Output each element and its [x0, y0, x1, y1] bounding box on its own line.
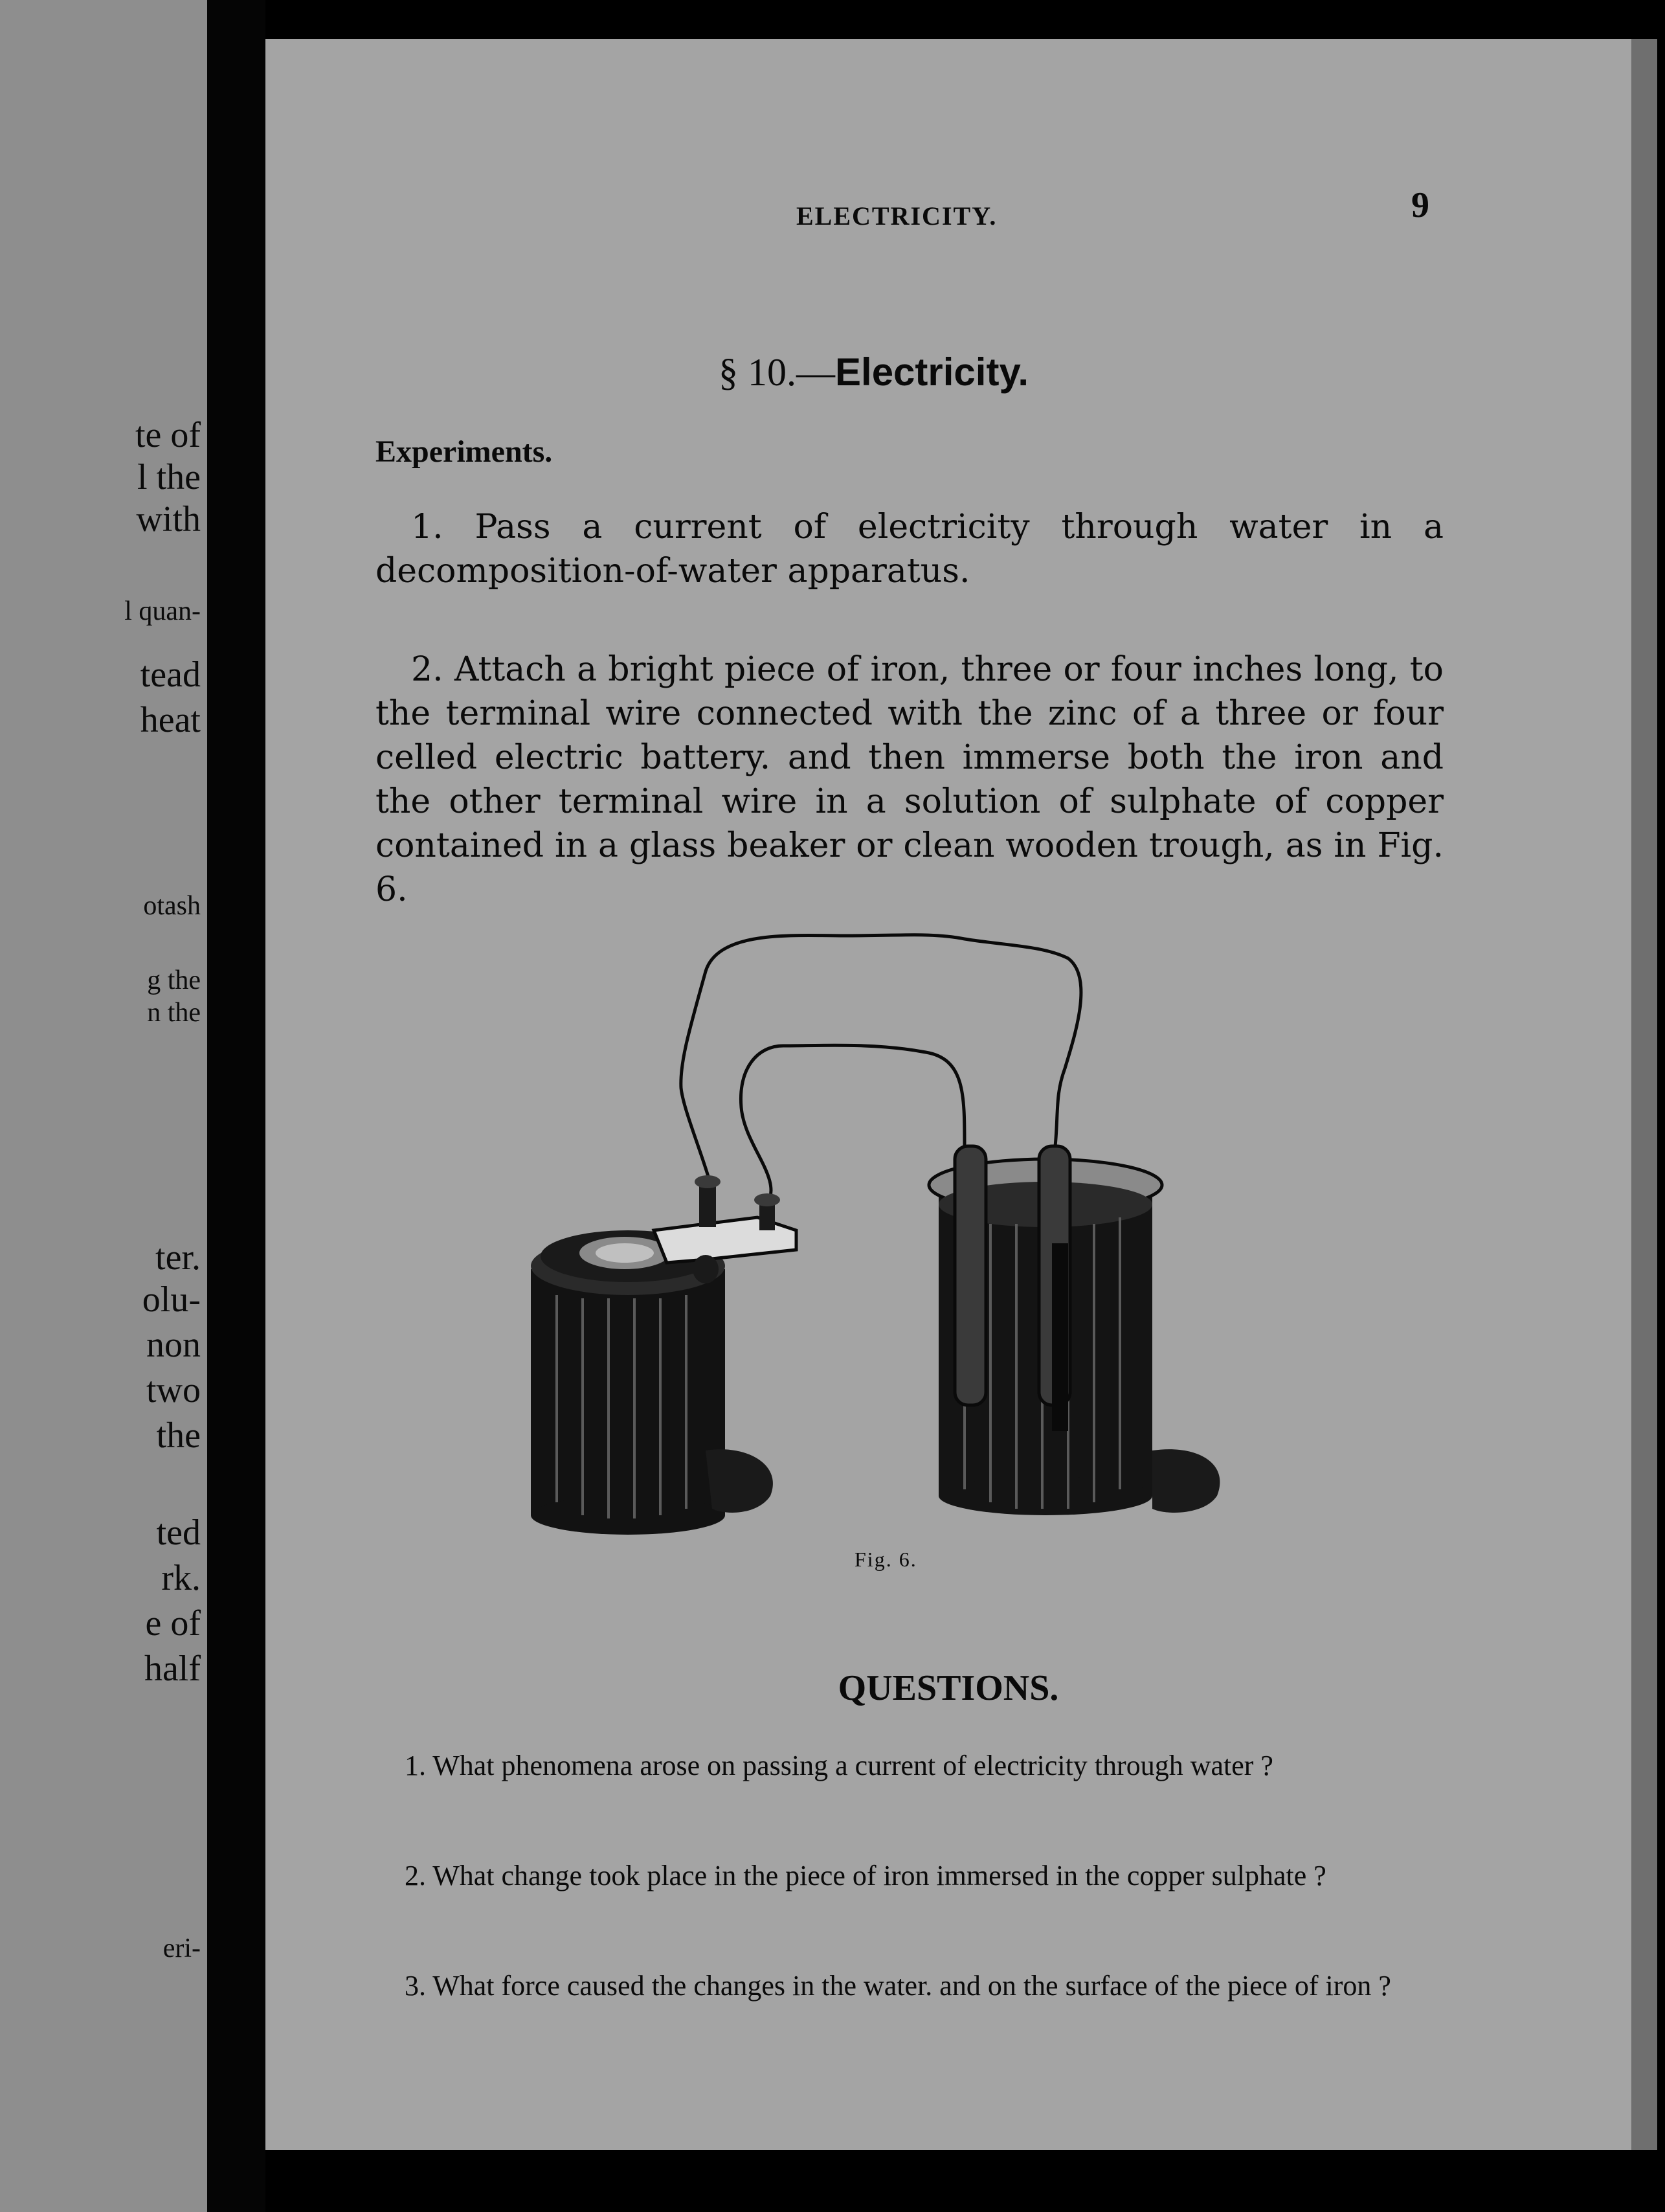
- experiment-1: [375, 505, 1444, 593]
- question-number: 1.: [405, 1750, 426, 1781]
- facing-page-line: two: [146, 1370, 201, 1410]
- experiment-text: Pass a current of electricity through water in a decomposition-of-water apparatus.: [375, 508, 1444, 591]
- facing-page-line: olu-: [142, 1280, 201, 1320]
- facing-page-line: g the: [147, 965, 201, 995]
- experiment-2: [375, 648, 1444, 912]
- experiment-number: 2.: [411, 650, 443, 689]
- facing-page-line: l the: [137, 457, 201, 497]
- questions-heading: QUESTIONS.: [838, 1668, 1059, 1708]
- question-text: What phenomena arose on passing a current of electricity through water ?: [432, 1750, 1273, 1781]
- figure-caption: Fig. 6.: [855, 1548, 917, 1571]
- question-number: 3.: [405, 1970, 426, 2002]
- experiment-number: 1.: [411, 508, 443, 547]
- facing-page-line: ted: [156, 1513, 201, 1553]
- running-header: ELECTRICITY.: [796, 201, 998, 231]
- question-2: [375, 1858, 1444, 1893]
- facing-page-line: tead: [140, 655, 201, 695]
- question-1: [375, 1748, 1444, 1783]
- question-number: 2.: [405, 1860, 426, 1891]
- facing-page-line: ter.: [155, 1237, 201, 1278]
- question-text: What change took place in the piece of iron immersed in the copper sulphate ?: [432, 1860, 1326, 1891]
- question-text: What force caused the changes in the water. and on the surface of the piece of iron ?: [432, 1970, 1391, 2002]
- section-title: [719, 350, 1172, 395]
- facing-page-line: otash: [143, 891, 201, 921]
- facing-page-line: the: [156, 1416, 201, 1456]
- section-number: § 10.—: [719, 351, 835, 394]
- facing-page-line: half: [144, 1649, 201, 1689]
- beaker-illustration: [929, 1146, 1220, 1515]
- page-number: 9: [1411, 185, 1429, 225]
- book-page: [265, 39, 1631, 2150]
- figure-battery-and-beaker: [511, 932, 1431, 1548]
- page-edge: [1631, 39, 1657, 2150]
- facing-page-line: te of: [135, 415, 201, 455]
- facing-page-line: with: [136, 499, 201, 539]
- question-3: [375, 1969, 1444, 2003]
- facing-page-line: rk.: [161, 1558, 201, 1598]
- battery-cell-illustration: [531, 1175, 796, 1535]
- facing-page-line: non: [146, 1325, 201, 1365]
- facing-page-line: heat: [140, 700, 201, 740]
- section-name: Electricity.: [835, 350, 1029, 394]
- facing-page-line: eri-: [162, 1934, 201, 1963]
- experiment-text: Attach a bright piece of iron, three or four inches long, to the terminal wire connected with the zinc of a three or four celled electric battery. and then immerse both the iron and the other terminal wire in a solution of sulphate of copper contained in a glass beaker or clean wooden trough, as in Fig. 6.: [375, 650, 1444, 909]
- book-gutter: [207, 0, 265, 2212]
- facing-page-line: n the: [147, 998, 201, 1028]
- experiments-heading: Experiments.: [375, 435, 553, 469]
- facing-page-line: e of: [145, 1603, 201, 1643]
- facing-page-fragment: [0, 0, 207, 2212]
- facing-page-line: l quan-: [124, 596, 201, 626]
- connecting-wire: [681, 935, 1081, 1179]
